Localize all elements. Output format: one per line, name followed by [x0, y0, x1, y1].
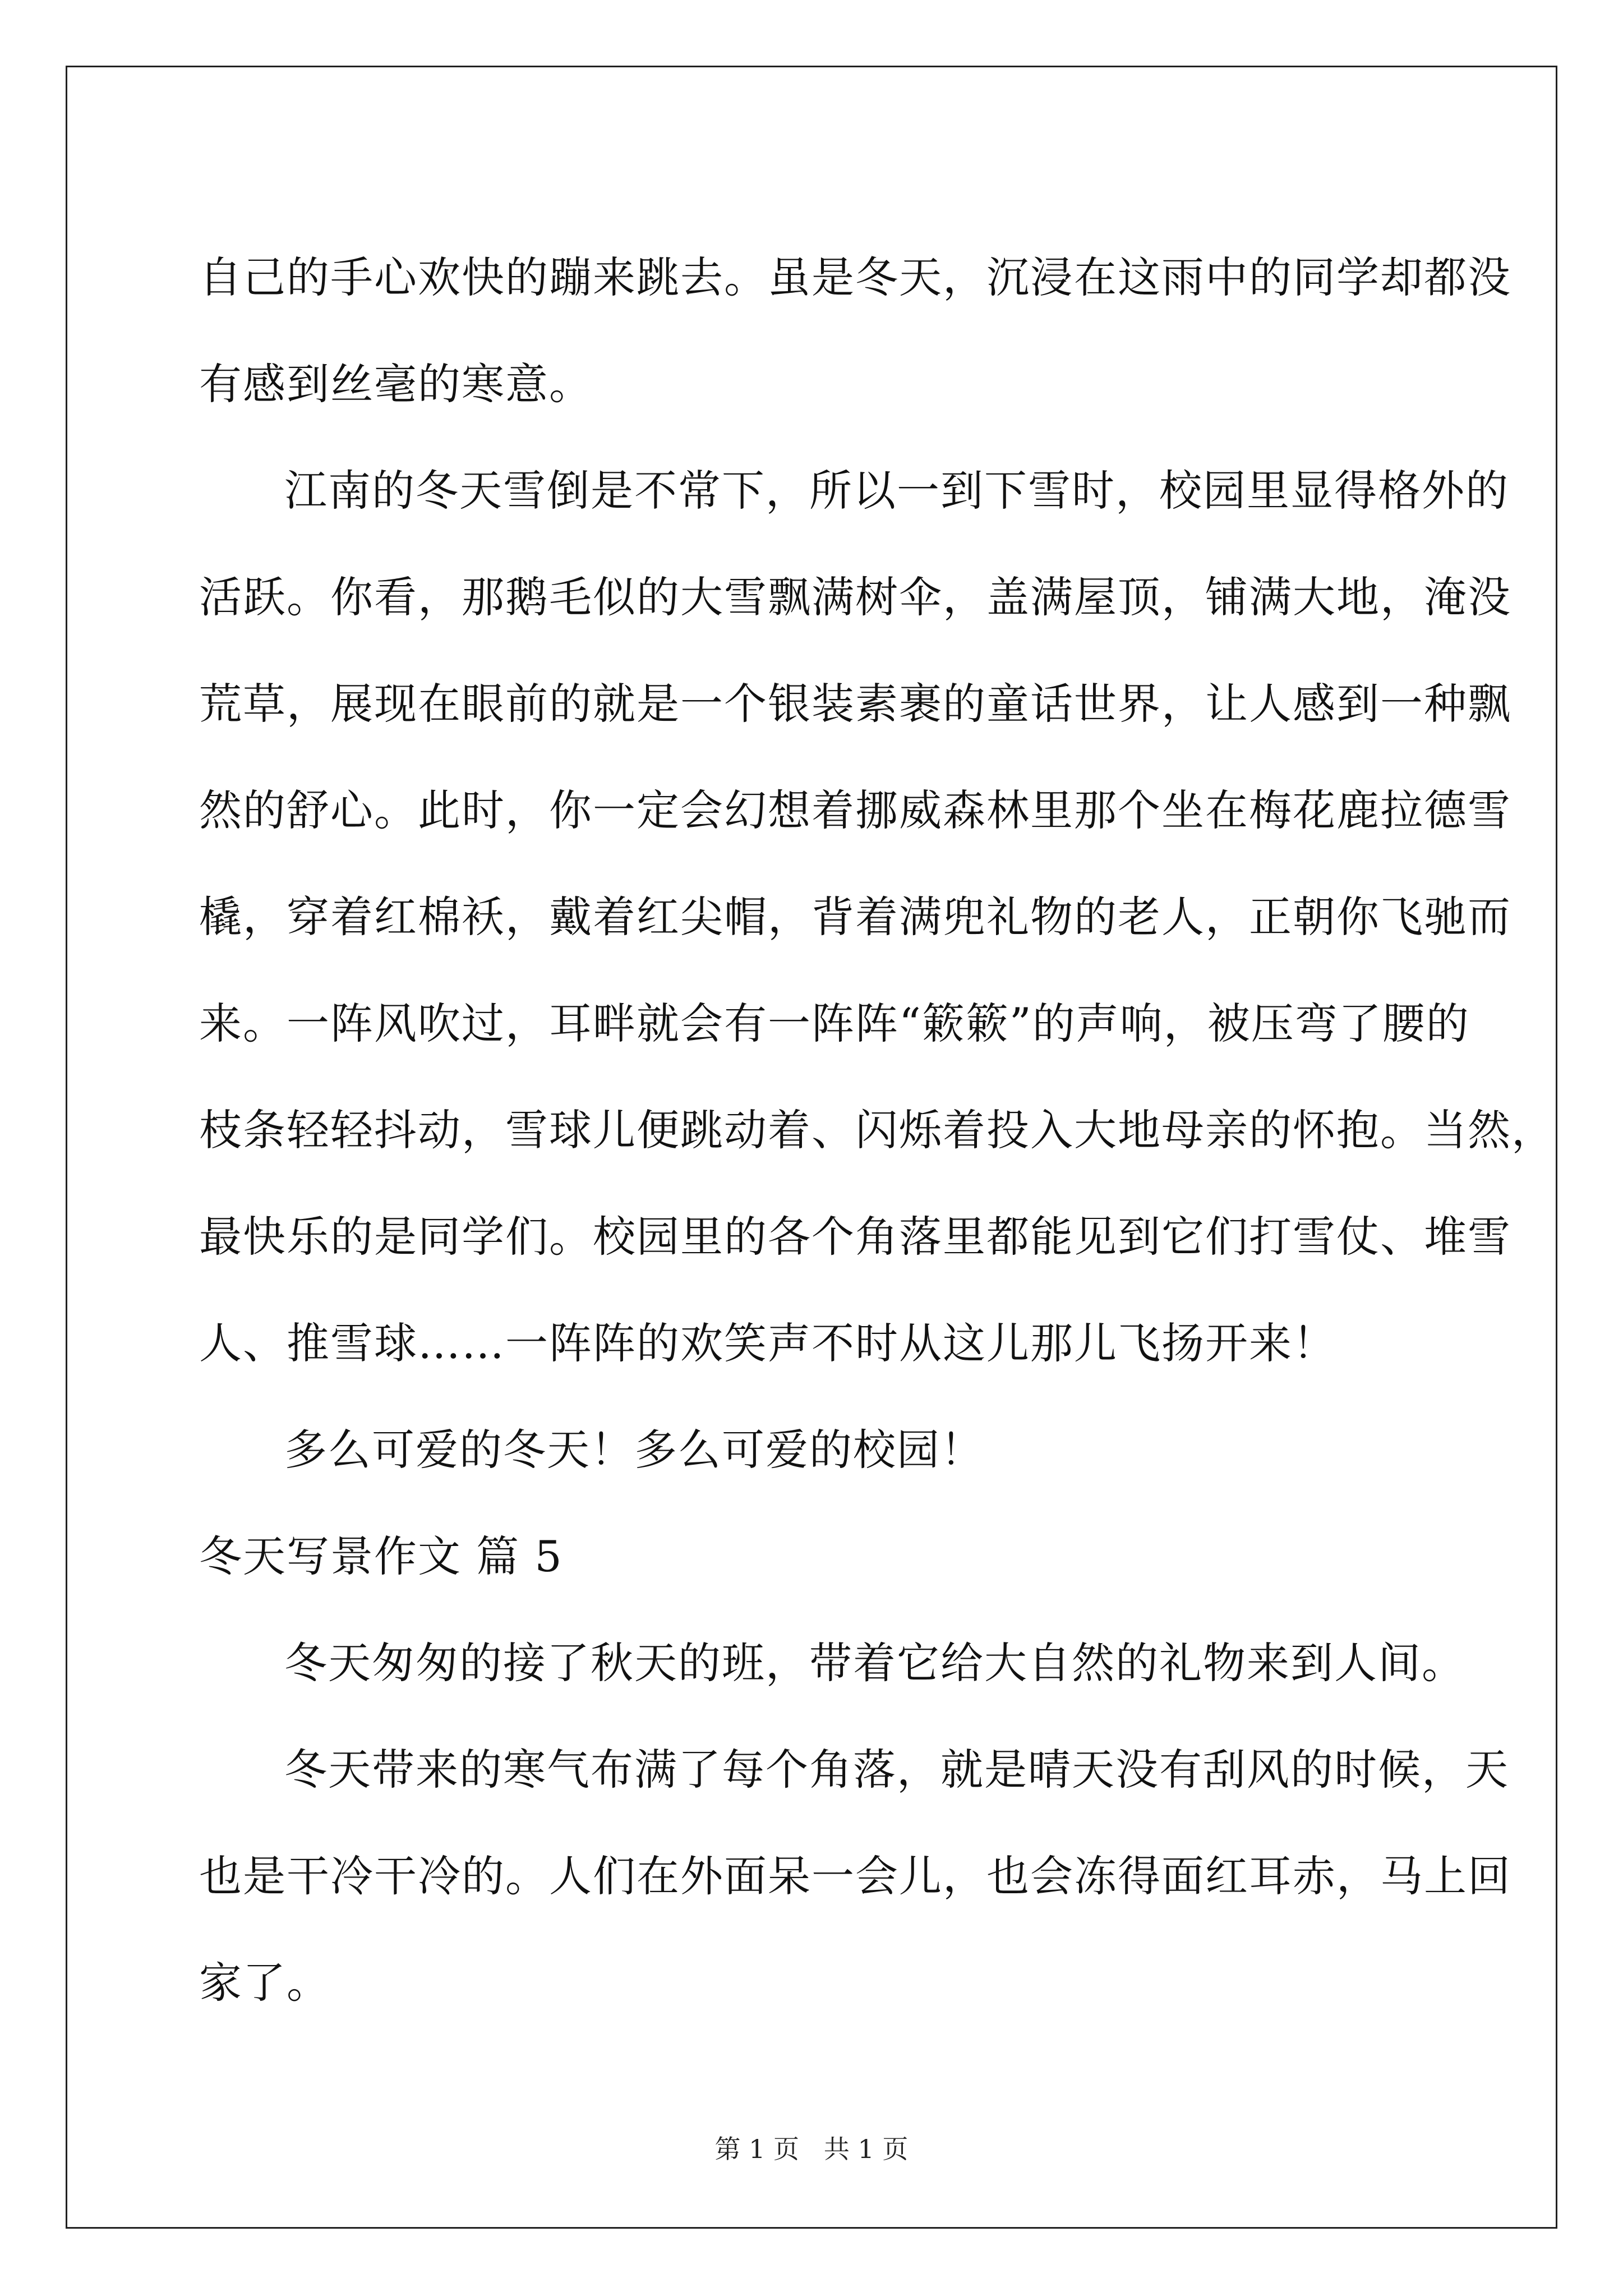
document-body: [199, 224, 1555, 2036]
paragraph-line: 冬天带来的寒气布满了每个角落，就是晴天没有刮风的时候，天: [284, 1745, 1509, 1795]
paragraph-line: 橇，穿着红棉袄，戴着红尖帽，背着满兜礼物的老人，正朝你飞驰而: [199, 892, 1511, 942]
paragraph-line: 活跃。你看，那鹅毛似的大雪飘满树伞，盖满屋顶，铺满大地，淹没: [199, 572, 1511, 622]
section-heading: 冬天写景作文 篇 5: [199, 1531, 563, 1581]
paragraph-line: 来。一阵风吹过，耳畔就会有一阵阵“簌簌”的声响，被压弯了腰的: [199, 999, 1470, 1048]
paragraph-line: 然的舒心。此时，你一定会幻想着挪威森林里那个坐在梅花鹿拉德雪: [199, 785, 1511, 835]
paragraph-line: 家了。: [199, 1958, 330, 2008]
paragraph-line: 江南的冬天雪倒是不常下，所以一到下雪时，校园里显得格外的: [284, 466, 1509, 516]
paragraph-line: 人、推雪球……一阵阵的欢笑声不时从这儿那儿飞扬开来！: [199, 1318, 1336, 1368]
paragraph-line: 荒草，展现在眼前的就是一个银装素裹的童话世界，让人感到一种飘: [199, 679, 1511, 729]
paragraph-line: 冬天匆匆的接了秋天的班，带着它给大自然的礼物来到人间。: [284, 1638, 1465, 1688]
paragraph-line: 多么可爱的冬天！多么可爱的校园！: [284, 1425, 984, 1475]
paragraph-line: 有感到丝毫的寒意。: [199, 359, 593, 409]
paragraph-line: 自己的手心欢快的蹦来跳去。虽是冬天，沉浸在这雨中的同学却都没: [199, 252, 1511, 302]
paragraph-line: 最快乐的是同学们。校园里的各个角落里都能见到它们打雪仗、堆雪: [199, 1212, 1511, 1262]
page-number-footer: 第 1 页 共 1 页: [714, 2134, 909, 2164]
paragraph-line: 枝条轻轻抖动，雪球儿便跳动着、闪烁着投入大地母亲的怀抱。当然，: [199, 1105, 1555, 1155]
paragraph-line: 也是干冷干冷的。人们在外面呆一会儿，也会冻得面红耳赤，马上回: [199, 1851, 1511, 1901]
